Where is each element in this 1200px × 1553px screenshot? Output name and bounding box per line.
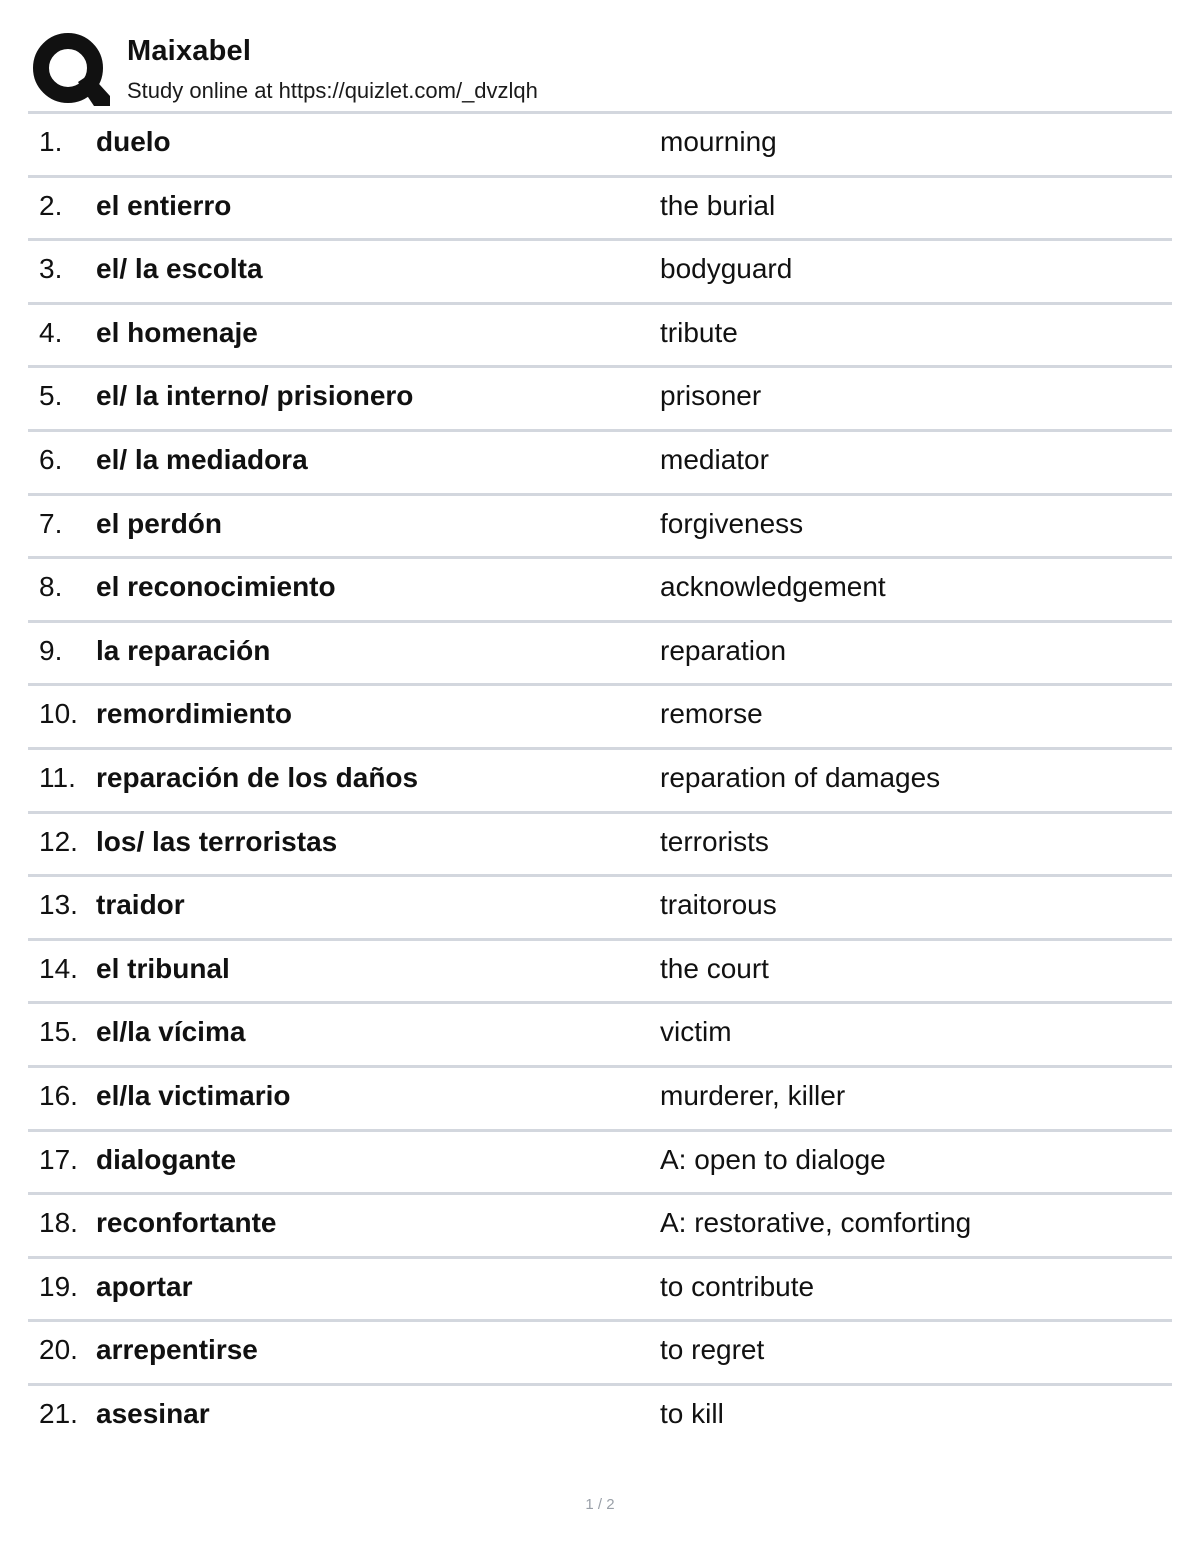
term-text: asesinar (96, 1397, 210, 1429)
definition-text: mourning (660, 126, 777, 157)
term-number: 18. (39, 1207, 78, 1239)
definition-text: murderer, killer (660, 1079, 846, 1111)
term-row (28, 493, 1172, 557)
term-number: 14. (39, 952, 78, 984)
term-row (28, 747, 1172, 811)
term-number: 2. (39, 189, 63, 221)
term-text: el perdón (96, 507, 223, 539)
term-number: 17. (39, 1143, 78, 1175)
definition-text: A: open to dialoge (660, 1143, 886, 1175)
term-number: 3. (39, 253, 63, 285)
term-row (28, 811, 1172, 875)
term-text: duelo (96, 126, 171, 157)
term-row (28, 238, 1172, 302)
term-number: 21. (39, 1397, 78, 1429)
term-text: el/la vícima (96, 1016, 246, 1048)
term-text: arrepentirse (96, 1334, 258, 1366)
study-online-link[interactable]: Study online at https://quizlet.com/_dvzlqh (127, 78, 538, 103)
document-header (28, 28, 1172, 112)
definition-text: terrorists (660, 825, 769, 857)
definition-text: acknowledgement (660, 571, 886, 603)
definition-text: to contribute (660, 1270, 815, 1302)
term-row (28, 1129, 1172, 1193)
term-number: 8. (39, 571, 63, 603)
term-row (28, 1065, 1172, 1129)
term-number: 16. (39, 1079, 78, 1111)
term-number: 10. (39, 698, 78, 730)
term-text: el homenaje (96, 316, 258, 348)
quizlet-q-logo-icon (30, 30, 110, 110)
term-number: 6. (39, 443, 63, 475)
term-row (28, 874, 1172, 938)
definition-text: bodyguard (660, 253, 793, 285)
term-text: reconfortante (96, 1207, 277, 1239)
term-list (28, 111, 1172, 1446)
term-text: el entierro (96, 189, 232, 221)
term-text: el/ la interno/ prisionero (96, 380, 414, 412)
term-text: el/ la mediadora (96, 443, 308, 475)
term-text: el/ la escolta (96, 253, 263, 285)
page-indicator: 1 / 2 (585, 1496, 615, 1513)
term-row (28, 938, 1172, 1002)
definition-text: to regret (660, 1334, 765, 1366)
term-row (28, 683, 1172, 747)
definition-text: remorse (660, 698, 763, 730)
term-row (28, 620, 1172, 684)
definition-text: reparation (660, 634, 787, 666)
term-text: el reconocimiento (96, 571, 336, 603)
term-row (28, 1319, 1172, 1383)
definition-text: the court (660, 952, 769, 984)
term-text: los/ las terroristas (96, 825, 338, 857)
definition-text: reparation of damages (660, 761, 941, 793)
definition-text: traitorous (660, 889, 777, 921)
term-text: dialogante (96, 1143, 237, 1175)
term-row (28, 1383, 1172, 1447)
term-row (28, 1256, 1172, 1320)
term-text: el/la victimario (96, 1079, 291, 1111)
term-number: 12. (39, 825, 78, 857)
term-row (28, 175, 1172, 239)
definition-text: victim (660, 1016, 732, 1048)
term-text: remordimiento (96, 698, 293, 730)
term-text: reparación de los daños (96, 761, 419, 793)
term-number: 11. (39, 761, 76, 793)
definition-text: tribute (660, 316, 738, 348)
term-row (28, 429, 1172, 493)
term-number: 20. (39, 1334, 78, 1366)
term-number: 9. (39, 634, 63, 666)
set-title: Maixabel (127, 35, 252, 67)
term-row (28, 1192, 1172, 1256)
term-number: 5. (39, 380, 63, 412)
term-row (28, 111, 1172, 175)
term-row (28, 1001, 1172, 1065)
definition-text: A: restorative, comforting (660, 1207, 972, 1239)
term-number: 1. (39, 126, 63, 157)
definition-text: to kill (660, 1397, 724, 1429)
definition-text: prisoner (660, 380, 762, 412)
definition-text: forgiveness (660, 507, 804, 539)
term-row (28, 556, 1172, 620)
term-number: 15. (39, 1016, 78, 1048)
term-row (28, 365, 1172, 429)
term-number: 7. (39, 507, 63, 539)
term-text: aportar (96, 1270, 193, 1302)
term-text: traidor (96, 889, 185, 921)
term-number: 13. (39, 889, 78, 921)
term-row (28, 302, 1172, 366)
term-number: 19. (39, 1270, 78, 1302)
definition-text: the burial (660, 189, 776, 221)
definition-text: mediator (660, 443, 769, 475)
term-text: la reparación (96, 634, 271, 666)
term-text: el tribunal (96, 952, 230, 984)
term-number: 4. (39, 316, 63, 348)
